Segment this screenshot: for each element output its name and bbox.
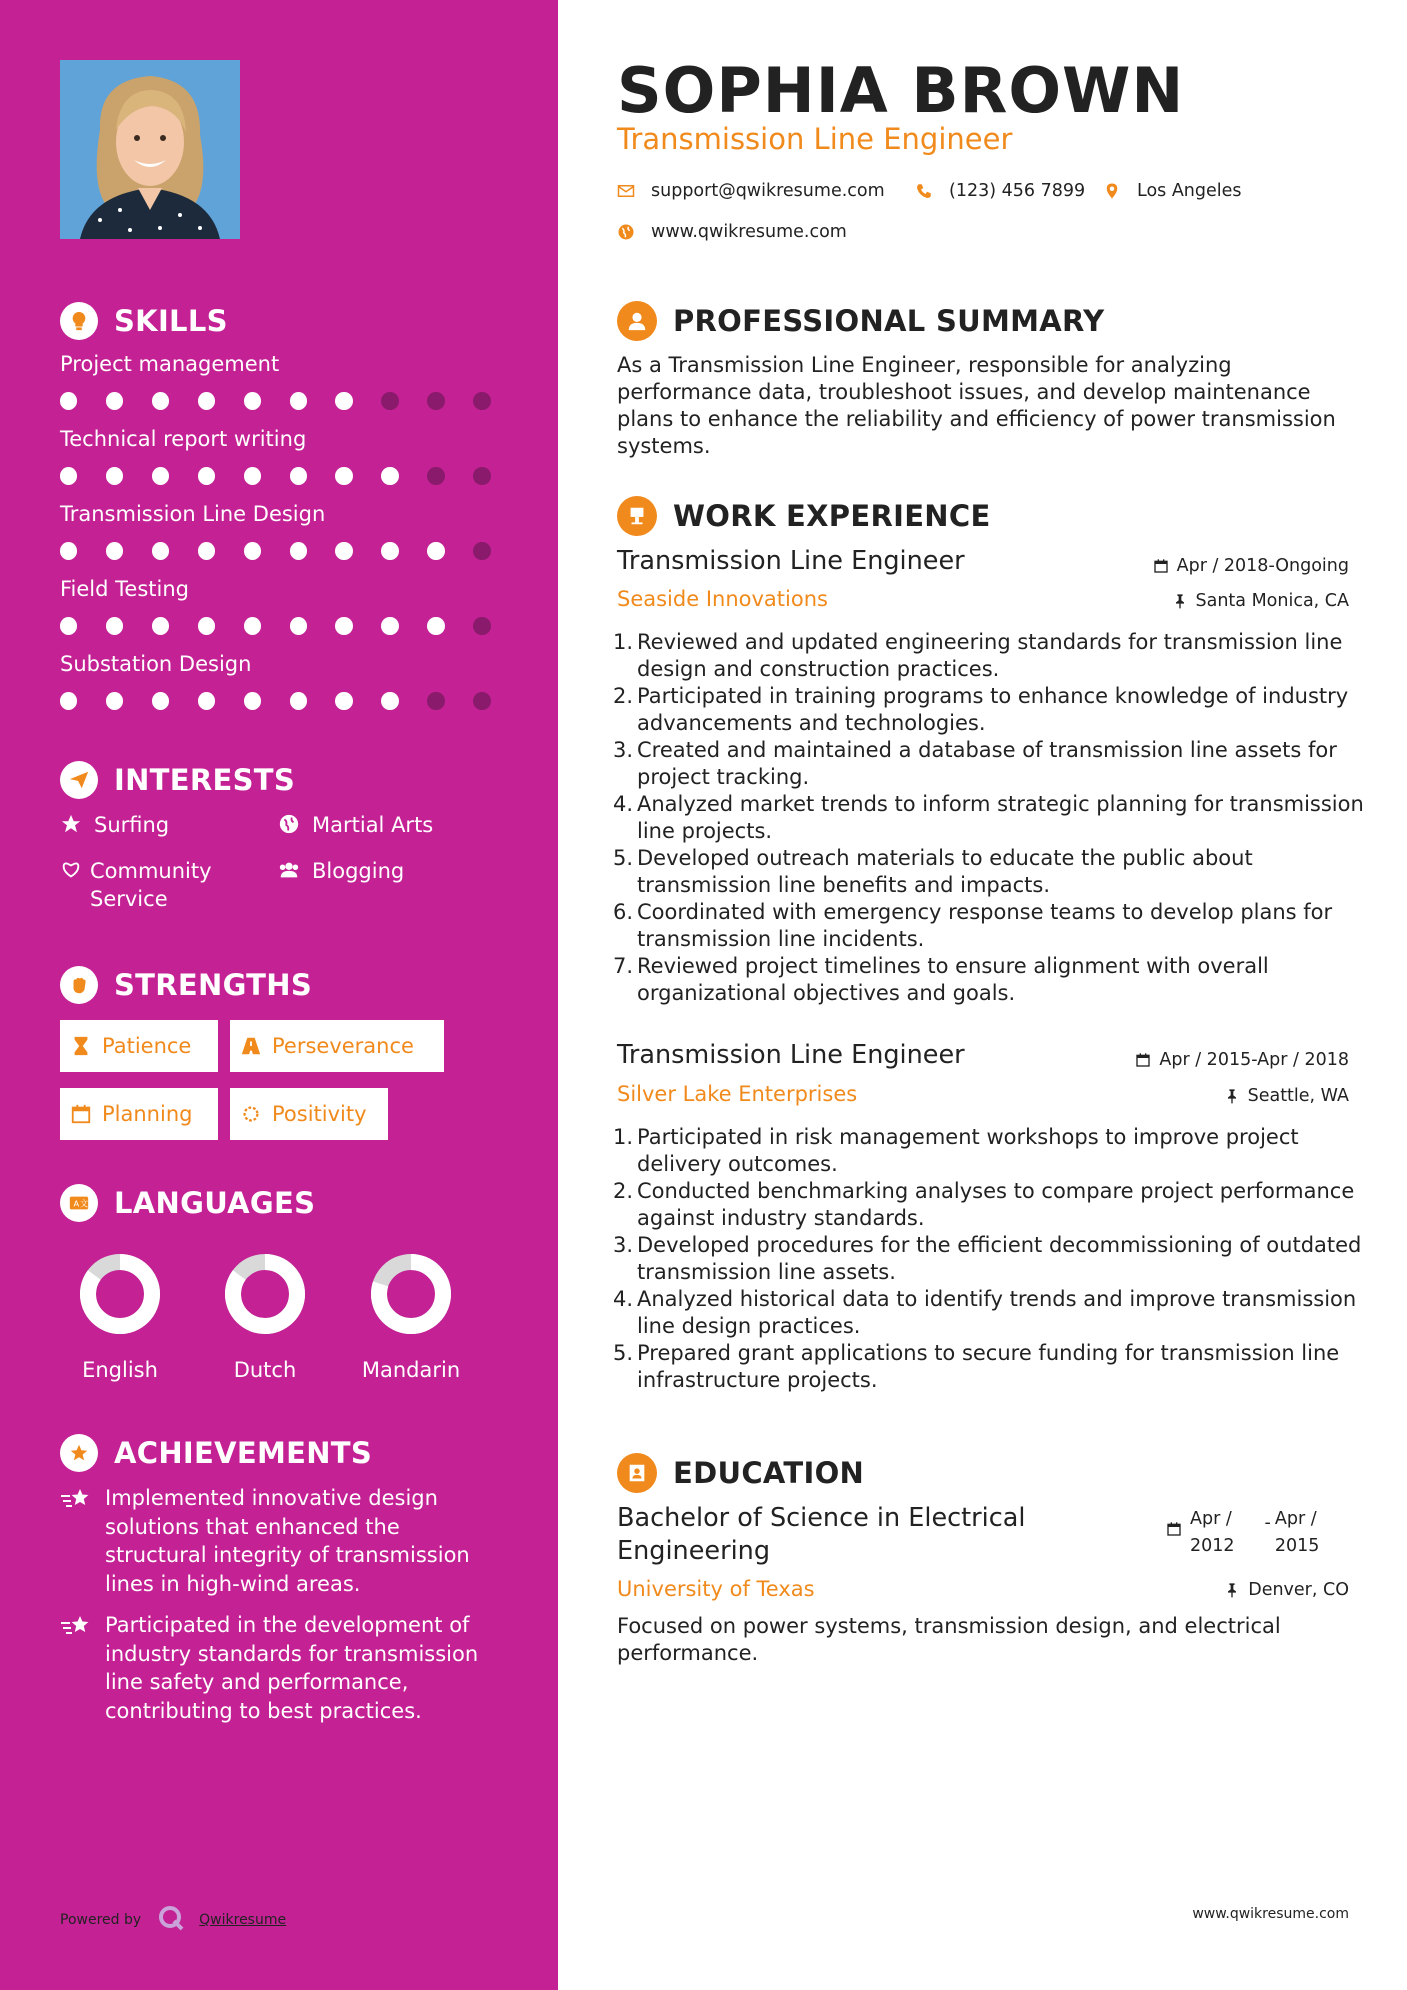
job-title: Transmission Line Engineer — [617, 1040, 965, 1070]
job-date: Apr / 2015-Apr / 2018 — [1135, 1050, 1349, 1070]
skill-rating — [60, 392, 510, 410]
sidebar — [0, 0, 558, 1990]
graduate-icon — [617, 1453, 657, 1493]
strength-badge: Planning — [60, 1088, 218, 1140]
skills-heading: SKILLS — [60, 299, 228, 343]
duty-number: 1. — [613, 1125, 634, 1149]
education-degree: Bachelor of Science in Electrical Engineering — [617, 1503, 1026, 1566]
calendar-icon — [1135, 1052, 1151, 1068]
skill-rating — [60, 617, 510, 635]
skill-dot-filled — [152, 467, 169, 485]
skill-dot-filled — [427, 542, 444, 560]
skill-dot-filled — [198, 467, 215, 485]
skill-dot-filled — [381, 542, 398, 560]
job-duties — [613, 1124, 1373, 1394]
skill-dot-filled — [60, 392, 77, 410]
duty-number: 5. — [613, 846, 634, 870]
skill-dot-empty — [427, 392, 444, 410]
skill-label: Substation Design — [60, 652, 252, 676]
skill-rating — [60, 467, 510, 485]
sun-icon — [240, 1103, 262, 1125]
star-icon — [60, 811, 86, 842]
education-location: Denver, CO — [1224, 1580, 1349, 1600]
skill-dot-filled — [381, 692, 398, 710]
skill-dot-filled — [244, 467, 261, 485]
education-heading: EDUCATION — [617, 1451, 864, 1495]
duty-number: 6. — [613, 900, 634, 924]
lightbulb-icon — [60, 302, 98, 340]
duty-item — [613, 1124, 1373, 1178]
duty-text: Analyzed market trends to inform strategic planning for transmission line projects. — [637, 792, 1364, 843]
skill-dot-filled — [198, 692, 215, 710]
duty-text: Participated in risk management workshops to improve project delivery outcomes. — [637, 1125, 1299, 1176]
footer-website[interactable]: www.qwikresume.com — [1192, 1906, 1349, 1922]
duty-text: Created and maintained a database of transmission line assets for project tracking. — [637, 738, 1337, 789]
shooting-star-icon — [60, 1611, 105, 1725]
duty-item — [613, 629, 1373, 683]
summary-heading: PROFESSIONAL SUMMARY — [617, 299, 1104, 343]
duty-item — [613, 683, 1373, 737]
person-name: SOPHIA BROWN — [617, 54, 1185, 127]
skill-rating — [60, 542, 510, 560]
skill-dot-filled — [106, 542, 123, 560]
skill-dot-filled — [60, 617, 77, 635]
duty-text: Participated in training programs to enhance knowledge of industry advancements and technologies. — [637, 684, 1349, 735]
duty-item — [613, 953, 1373, 1007]
skill-dot-filled — [106, 617, 123, 635]
skill-dot-empty — [473, 692, 490, 710]
duty-text: Analyzed historical data to identify trends and improve transmission line design practices. — [637, 1287, 1357, 1338]
skill-label: Field Testing — [60, 577, 189, 601]
duty-item — [613, 737, 1373, 791]
duty-text: Reviewed and updated engineering standards for transmission line design and construction practices. — [637, 630, 1343, 681]
skill-dot-filled — [244, 692, 261, 710]
skill-dot-filled — [290, 692, 307, 710]
skill-dot-filled — [106, 692, 123, 710]
interest-item: Blogging — [278, 857, 404, 888]
globe-icon — [278, 811, 304, 842]
duty-item — [613, 1340, 1373, 1394]
contact-phone: (123) 456 7899 — [915, 181, 1085, 201]
duty-number: 2. — [613, 684, 634, 708]
skill-dot-filled — [290, 542, 307, 560]
pushpin-icon — [1172, 593, 1188, 609]
job-title: Transmission Line Engineer — [617, 546, 965, 576]
skill-dot-filled — [152, 542, 169, 560]
skill-dot-filled — [335, 692, 352, 710]
calendar-icon — [70, 1103, 92, 1125]
contact-email: support@qwikresume.com — [617, 181, 885, 201]
skill-dot-empty — [473, 542, 490, 560]
duty-text: Conducted benchmarking analyses to compare project performance against industry standards. — [637, 1179, 1355, 1230]
skill-label: Technical report writing — [60, 427, 307, 451]
pushpin-icon — [1224, 1582, 1240, 1598]
map-pin-icon — [1103, 182, 1121, 200]
skill-dot-filled — [60, 467, 77, 485]
skill-dot-filled — [335, 617, 352, 635]
duty-text: Reviewed project timelines to ensure alignment with overall organizational objectives and goals. — [637, 954, 1269, 1005]
skill-item — [60, 577, 510, 635]
duty-item — [613, 1232, 1373, 1286]
duty-item — [613, 845, 1373, 899]
skill-dot-empty — [473, 617, 490, 635]
skill-rating — [60, 692, 510, 710]
skill-dot-filled — [290, 392, 307, 410]
interest-item: Community Service — [60, 857, 260, 913]
skill-dot-filled — [152, 692, 169, 710]
skill-dot-filled — [427, 617, 444, 635]
user-icon — [617, 301, 657, 341]
podium-icon — [617, 496, 657, 536]
skill-dot-filled — [290, 617, 307, 635]
experience-heading: WORK EXPERIENCE — [617, 494, 991, 538]
strength-badge: Patience — [60, 1020, 218, 1072]
skill-dot-filled — [198, 392, 215, 410]
trophy-star-icon — [60, 1434, 98, 1472]
duty-number: 2. — [613, 1179, 634, 1203]
job-date: Apr / 2018-Ongoing — [1153, 556, 1349, 576]
language-ring — [78, 1252, 162, 1336]
job-company: Silver Lake Enterprises — [617, 1082, 858, 1106]
languages-heading: A 文 LANGUAGES — [60, 1181, 315, 1225]
paper-plane-icon — [60, 761, 98, 799]
duty-number: 4. — [613, 1287, 634, 1311]
envelope-icon — [617, 182, 635, 200]
duty-text: Developed procedures for the efficient decommissioning of outdated transmission line assets. — [637, 1233, 1362, 1284]
shooting-star-icon — [60, 1484, 105, 1598]
globe-icon — [617, 223, 635, 241]
duty-number: 4. — [613, 792, 634, 816]
strength-badge: Perseverance — [230, 1020, 444, 1072]
job-company: Seaside Innovations — [617, 587, 828, 611]
achievements-heading: ACHIEVEMENTS — [60, 1431, 372, 1475]
summary-text: As a Transmission Line Engineer, responsible for analyzing performance data, troubleshoot issues, and develop maintenance plans to enhance the reliability and efficiency of power transmission systems. — [617, 353, 1336, 458]
calendar-icon — [1166, 1521, 1182, 1537]
job-duties — [613, 629, 1373, 1007]
skill-dot-filled — [244, 542, 261, 560]
skill-dot-filled — [335, 392, 352, 410]
strength-badge: Positivity — [230, 1088, 388, 1140]
duty-number: 7. — [613, 954, 634, 978]
duty-number: 1. — [613, 630, 634, 654]
language-icon — [60, 1184, 98, 1222]
education-dates: Apr / 2012 - Apr / 2015 — [1166, 1506, 1319, 1560]
duty-number: 3. — [613, 738, 634, 762]
skill-dot-filled — [290, 467, 307, 485]
skill-label: Project management — [60, 352, 280, 376]
skill-item — [60, 502, 510, 560]
phone-icon — [915, 182, 933, 200]
fist-icon — [60, 966, 98, 1004]
skill-dot-empty — [427, 467, 444, 485]
profile-photo — [60, 60, 240, 239]
duty-item — [613, 1178, 1373, 1232]
duty-text: Developed outreach materials to educate the public about transmission line benefits and impacts. — [637, 846, 1253, 897]
main-content — [558, 0, 1407, 1990]
qwikresume-logo-icon — [157, 1904, 185, 1936]
duty-number: 3. — [613, 1233, 634, 1257]
skill-dot-filled — [244, 617, 261, 635]
interests-heading: INTERESTS — [60, 758, 295, 802]
calendar-icon — [1153, 558, 1169, 574]
skill-dot-empty — [381, 392, 398, 410]
skill-dot-filled — [335, 467, 352, 485]
skill-dot-empty — [427, 692, 444, 710]
skill-dot-filled — [335, 542, 352, 560]
contact-website: www.qwikresume.com — [617, 222, 847, 242]
interest-item: Surfing — [60, 811, 169, 842]
skill-item — [60, 427, 510, 485]
skill-dot-filled — [244, 392, 261, 410]
skill-dot-filled — [106, 467, 123, 485]
skill-dot-empty — [473, 392, 490, 410]
skill-dot-filled — [152, 392, 169, 410]
skill-label: Transmission Line Design — [60, 502, 326, 526]
language-item: Mandarin — [361, 1252, 461, 1382]
language-item: Dutch — [215, 1252, 315, 1382]
skill-dot-filled — [198, 617, 215, 635]
achievement-item: Participated in the development of industry standards for transmission line safety and performance, contributing to best practices. — [60, 1611, 500, 1725]
job-location: Santa Monica, CA — [1172, 591, 1350, 611]
svg-text:A: A — [73, 1198, 80, 1209]
pushpin-icon — [1224, 1088, 1240, 1104]
achievement-item: Implemented innovative design solutions that enhanced the structural integrity of transmission lines in high-wind areas. — [60, 1484, 500, 1598]
duty-text: Coordinated with emergency response teams to develop plans for transmission line incidents. — [637, 900, 1333, 951]
skill-item — [60, 652, 510, 710]
hourglass-icon — [70, 1035, 92, 1057]
road-icon — [240, 1035, 262, 1057]
skill-dot-filled — [106, 392, 123, 410]
svg-text:文: 文 — [79, 1198, 89, 1209]
language-ring — [223, 1252, 307, 1336]
duty-text: Prepared grant applications to secure funding for transmission line infrastructure projects. — [637, 1341, 1340, 1392]
powered-by: Powered by Qwikresume — [60, 1904, 286, 1936]
duty-item — [613, 899, 1373, 953]
strengths-heading: STRENGTHS — [60, 963, 312, 1007]
duty-item — [613, 1286, 1373, 1340]
qwikresume-link[interactable]: Qwikresume — [199, 1912, 287, 1928]
skill-item — [60, 352, 510, 410]
skill-dot-filled — [60, 692, 77, 710]
person-title: Transmission Line Engineer — [617, 122, 1013, 156]
skill-dot-empty — [473, 467, 490, 485]
job-location: Seattle, WA — [1224, 1086, 1349, 1106]
users-icon — [278, 857, 304, 888]
language-item: English — [70, 1252, 170, 1382]
education-text: Focused on power systems, transmission design, and electrical performance. — [617, 1614, 1281, 1665]
skill-dot-filled — [198, 542, 215, 560]
skill-dot-filled — [381, 617, 398, 635]
skill-dot-filled — [152, 617, 169, 635]
duty-number: 5. — [613, 1341, 634, 1365]
education-school: University of Texas — [617, 1577, 815, 1601]
interest-item: Martial Arts — [278, 811, 433, 842]
skill-dot-filled — [381, 467, 398, 485]
duty-item — [613, 791, 1373, 845]
language-ring — [369, 1252, 453, 1336]
hands-icon — [60, 857, 82, 913]
skill-dot-filled — [60, 542, 77, 560]
contact-location: Los Angeles — [1103, 181, 1242, 201]
